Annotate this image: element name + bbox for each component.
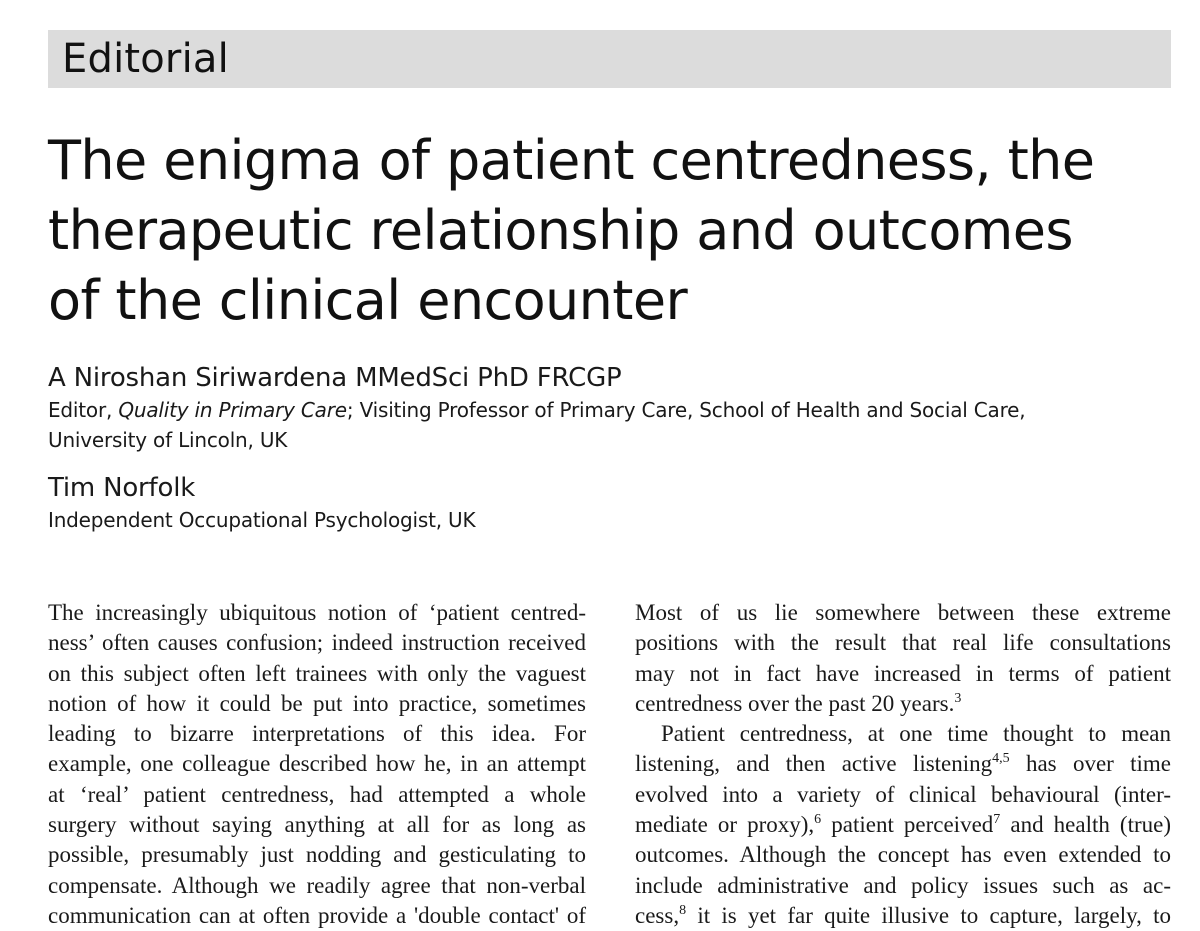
body-line: Patient centredness, at one time thought to mean [661, 721, 1171, 747]
title-line: The enigma of patient centredness, the [48, 129, 1095, 192]
section-header-bar [48, 30, 1171, 88]
body-line: ness’ often causes confusion; indeed instruction received [48, 630, 586, 656]
body-line: at ‘real’ patient centredness, had attempted a whole [48, 781, 586, 807]
body-column-right [635, 598, 1171, 928]
body-text: it is yet far quite illusive to capture, largely, to [686, 902, 1171, 928]
body-column-left [48, 598, 586, 928]
body-text: patient perceived [821, 812, 994, 838]
body-line: outcomes. Although the concept has even extended to [635, 842, 1171, 868]
body-line: positions with the result that real life consultations [635, 630, 1171, 656]
body-line [635, 689, 1171, 719]
affiliation-text: Editor, [48, 398, 119, 422]
body-text: has over time [1009, 751, 1171, 777]
section-label: Editorial [62, 36, 229, 82]
citation-ref: 8 [679, 902, 687, 918]
body-line: on this subject often left trainees with only the vaguest [48, 660, 586, 686]
citation-ref: 6 [814, 812, 822, 828]
body-line-cut [635, 901, 1171, 928]
body-line: The increasingly ubiquitous notion of ‘patient centred- [48, 600, 586, 625]
body-line: surgery without saying anything at all for as long as [48, 812, 586, 838]
body-line: evolved into a variety of clinical behavioural (inter- [635, 781, 1171, 807]
body-text: and health (true) [1000, 812, 1171, 838]
affiliation-text: ; Visiting Professor of Primary Care, School of Health and Social Care, [346, 398, 1026, 422]
citation-ref: 7 [993, 812, 1001, 828]
body-line: example, one colleague described how he, in an attempt [48, 751, 586, 777]
affiliation-text: University of Lincoln, UK [48, 428, 288, 452]
body-line: compensate. Although we readily agree that non-verbal [48, 872, 586, 898]
body-line: include administrative and policy issues such as ac- [635, 872, 1171, 898]
citation-ref: 4,5 [992, 751, 1010, 767]
author-affiliation-2: Independent Occupational Psychologist, UK [48, 508, 476, 532]
body-line: leading to bizarre interpretations of this idea. For [48, 721, 586, 747]
journal-name: Quality in Primary Care [118, 398, 347, 422]
author-name-1: A Niroshan Siriwardena MMedSci PhD FRCGP [48, 363, 622, 393]
title-line: therapeutic relationship and outcomes [48, 199, 1073, 262]
body-line: possible, presumably just nodding and gesticulating to [48, 842, 586, 868]
body-text: centredness over the past 20 years. [635, 690, 955, 716]
body-text: listening, and then active listening [635, 751, 993, 777]
body-line: Most of us lie somewhere between these extreme [635, 600, 1171, 625]
body-text: mediate or proxy), [635, 812, 815, 838]
body-line: notion of how it could be put into practice, sometimes [48, 690, 586, 716]
title-line: of the clinical encounter [48, 269, 688, 332]
article-title [48, 126, 1158, 336]
body-line: may not in fact have increased in terms of patient [635, 660, 1171, 686]
body-text: cess, [635, 902, 680, 928]
body-line-cut: communication can at often provide a 'double contact' of [48, 902, 586, 928]
author-name-2: Tim Norfolk [48, 473, 196, 503]
body-line [635, 810, 1171, 840]
author-affiliation-1 [48, 395, 1025, 455]
citation-ref: 3 [954, 690, 962, 706]
body-line [635, 749, 1171, 779]
